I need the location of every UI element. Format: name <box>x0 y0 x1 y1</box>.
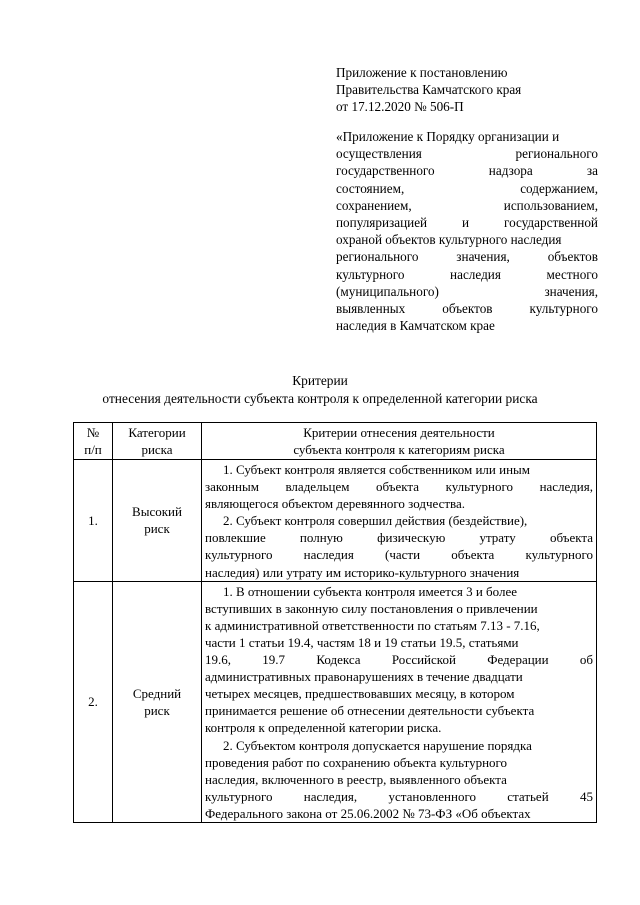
text-line <box>336 180 598 197</box>
criteria-item <box>205 583 593 737</box>
text-word: наследия <box>303 547 354 563</box>
text-word: законным <box>205 479 259 495</box>
header-criteria-line: субъекта контроля к категориям риска <box>293 442 505 457</box>
text-word: культурного <box>336 266 405 282</box>
row-number: 1. <box>74 460 113 582</box>
text-line <box>205 478 593 495</box>
header-criteria <box>202 423 597 460</box>
document-title: Критерии <box>292 373 348 388</box>
text-word: (части <box>385 547 421 563</box>
text-word: выявленных <box>336 301 406 317</box>
text-word: Кодекса <box>316 652 361 668</box>
risk-category <box>113 460 202 582</box>
text-word: 19.6, <box>205 652 231 668</box>
text-line <box>205 529 593 546</box>
text-word: сохранением, <box>336 197 412 213</box>
criteria-table <box>73 422 597 823</box>
criteria-item <box>205 737 593 822</box>
text-word: государственной <box>503 215 598 231</box>
risk-category-line: Высокий <box>132 504 182 520</box>
text-word: государственного <box>336 163 435 179</box>
text-word: за <box>586 163 598 179</box>
text-line <box>205 546 593 563</box>
text-line: охраной объектов культурного наследия <box>336 232 562 248</box>
text-word: объекта <box>375 479 420 495</box>
header-category-line: риска <box>141 442 173 457</box>
text-word: объекта <box>451 547 495 563</box>
text-line: контроля к определенной категории риска. <box>205 720 442 736</box>
criteria-text <box>202 581 597 822</box>
text-word: осуществления <box>336 146 422 162</box>
text-word: об <box>579 652 593 668</box>
text-line: наследия в Камчатском крае <box>336 318 495 334</box>
text-line: наследия) или утрату им историко-культурного значения <box>205 564 520 580</box>
header-criteria-line: Критерии отнесения деятельности <box>303 424 495 440</box>
risk-category <box>113 581 202 822</box>
text-line: «Приложение к Порядку организации и <box>336 129 560 144</box>
header-number-line: п/п <box>84 442 102 457</box>
text-line <box>336 197 598 214</box>
text-word: культурного <box>205 547 273 563</box>
annex-line: Правительства Камчатского края <box>336 82 522 98</box>
text-word: полную <box>299 530 343 546</box>
text-word: содержанием, <box>520 180 598 196</box>
text-word: владельцем <box>285 479 350 495</box>
text-word: регионального <box>336 249 419 265</box>
text-word: культурного <box>525 547 593 563</box>
text-line <box>336 266 598 283</box>
text-word: и <box>462 215 470 231</box>
risk-category-line: риск <box>144 521 170 537</box>
text-line <box>205 788 593 805</box>
text-line: 1. Субъект контроля является собственником или иным <box>223 462 531 477</box>
annex-header <box>336 64 598 116</box>
annex-line: от 17.12.2020 № 506-П <box>336 99 464 115</box>
header-category-line: Категории <box>128 424 186 440</box>
text-line: четырех месяцев, предшествовавших месяцу, в котором <box>205 686 515 702</box>
text-line: наследия, включенного в реестр, выявленного объекта <box>205 771 507 787</box>
text-line <box>336 283 598 300</box>
text-word: объектов <box>547 249 598 265</box>
text-word: местного <box>546 266 598 282</box>
text-word: повлекшие <box>205 530 266 546</box>
text-word: установленного <box>388 788 476 804</box>
annex-reference-block <box>336 128 598 334</box>
text-line: части 1 статьи 19.4, частям 18 и 19 статьи 19.5, статьями <box>205 634 519 650</box>
text-line: административных правонарушениях в течение двадцати <box>205 669 523 685</box>
text-line: к административной ответственности по статьям 7.13 - 7.16, <box>205 617 540 633</box>
text-word: наследия, <box>539 479 593 495</box>
text-word: значения, <box>544 283 598 299</box>
text-line <box>336 248 598 265</box>
text-word: культурного <box>205 788 273 804</box>
text-word: Российской <box>391 652 456 668</box>
text-line: вступивших в законную силу постановления о привлечении <box>205 600 538 616</box>
table-row <box>74 581 597 822</box>
text-word: культурного <box>529 301 598 317</box>
text-line: 1. В отношении субъекта контроля имеется 3 и более <box>223 583 517 599</box>
table-header-row <box>74 423 597 460</box>
risk-category-line: риск <box>144 702 170 718</box>
text-word: наследия <box>450 266 501 282</box>
annex-line: Приложение к постановлению <box>336 65 508 80</box>
criteria-item <box>205 461 593 512</box>
text-line: являющегося объектом деревянного зодчества. <box>205 496 466 512</box>
text-line <box>336 300 598 317</box>
risk-category-line: Средний <box>132 685 182 701</box>
text-word: 45 <box>579 788 593 804</box>
row-number: 2. <box>74 581 113 822</box>
text-line: принимается решение об отнесении деятельности субъекта <box>205 703 535 719</box>
text-line: проведения работ по сохранению объекта культурного <box>205 754 508 770</box>
text-line <box>205 651 593 668</box>
text-word: регионального <box>515 146 598 162</box>
text-line <box>336 214 598 231</box>
table-row <box>74 460 597 582</box>
text-line <box>336 145 598 162</box>
text-word: использованием, <box>503 197 598 213</box>
text-word: Федерации <box>487 652 549 668</box>
document-subtitle: отнесения деятельности субъекта контроля к определенной категории риска <box>102 391 538 406</box>
criteria-item <box>205 512 593 580</box>
text-word: популяризацией <box>336 215 428 231</box>
text-word: физическую <box>377 530 446 546</box>
text-word: (муниципального) <box>336 283 439 299</box>
text-word: наследия, <box>303 788 358 804</box>
text-line: 2. Субъект контроля совершил действия (бездействие), <box>223 513 528 529</box>
text-word: надзора <box>488 163 533 179</box>
text-word: объекта <box>549 530 593 546</box>
text-line: 2. Субъектом контроля допускается нарушение порядка <box>223 737 532 753</box>
text-line: Федерального закона от 25.06.2002 № 73-ФЗ «Об объектах <box>205 805 531 821</box>
text-word: утрату <box>479 530 516 546</box>
text-word: 19.7 <box>262 652 286 668</box>
text-line <box>336 162 598 179</box>
text-word: статьей <box>507 788 549 804</box>
header-number-line: № <box>86 424 100 440</box>
header-category <box>113 423 202 460</box>
text-word: значения, <box>456 249 510 265</box>
text-word: культурного <box>445 479 514 495</box>
text-word: состоянием, <box>336 180 405 196</box>
criteria-text <box>202 460 597 582</box>
text-word: объектов <box>442 301 493 317</box>
header-number <box>74 423 113 460</box>
